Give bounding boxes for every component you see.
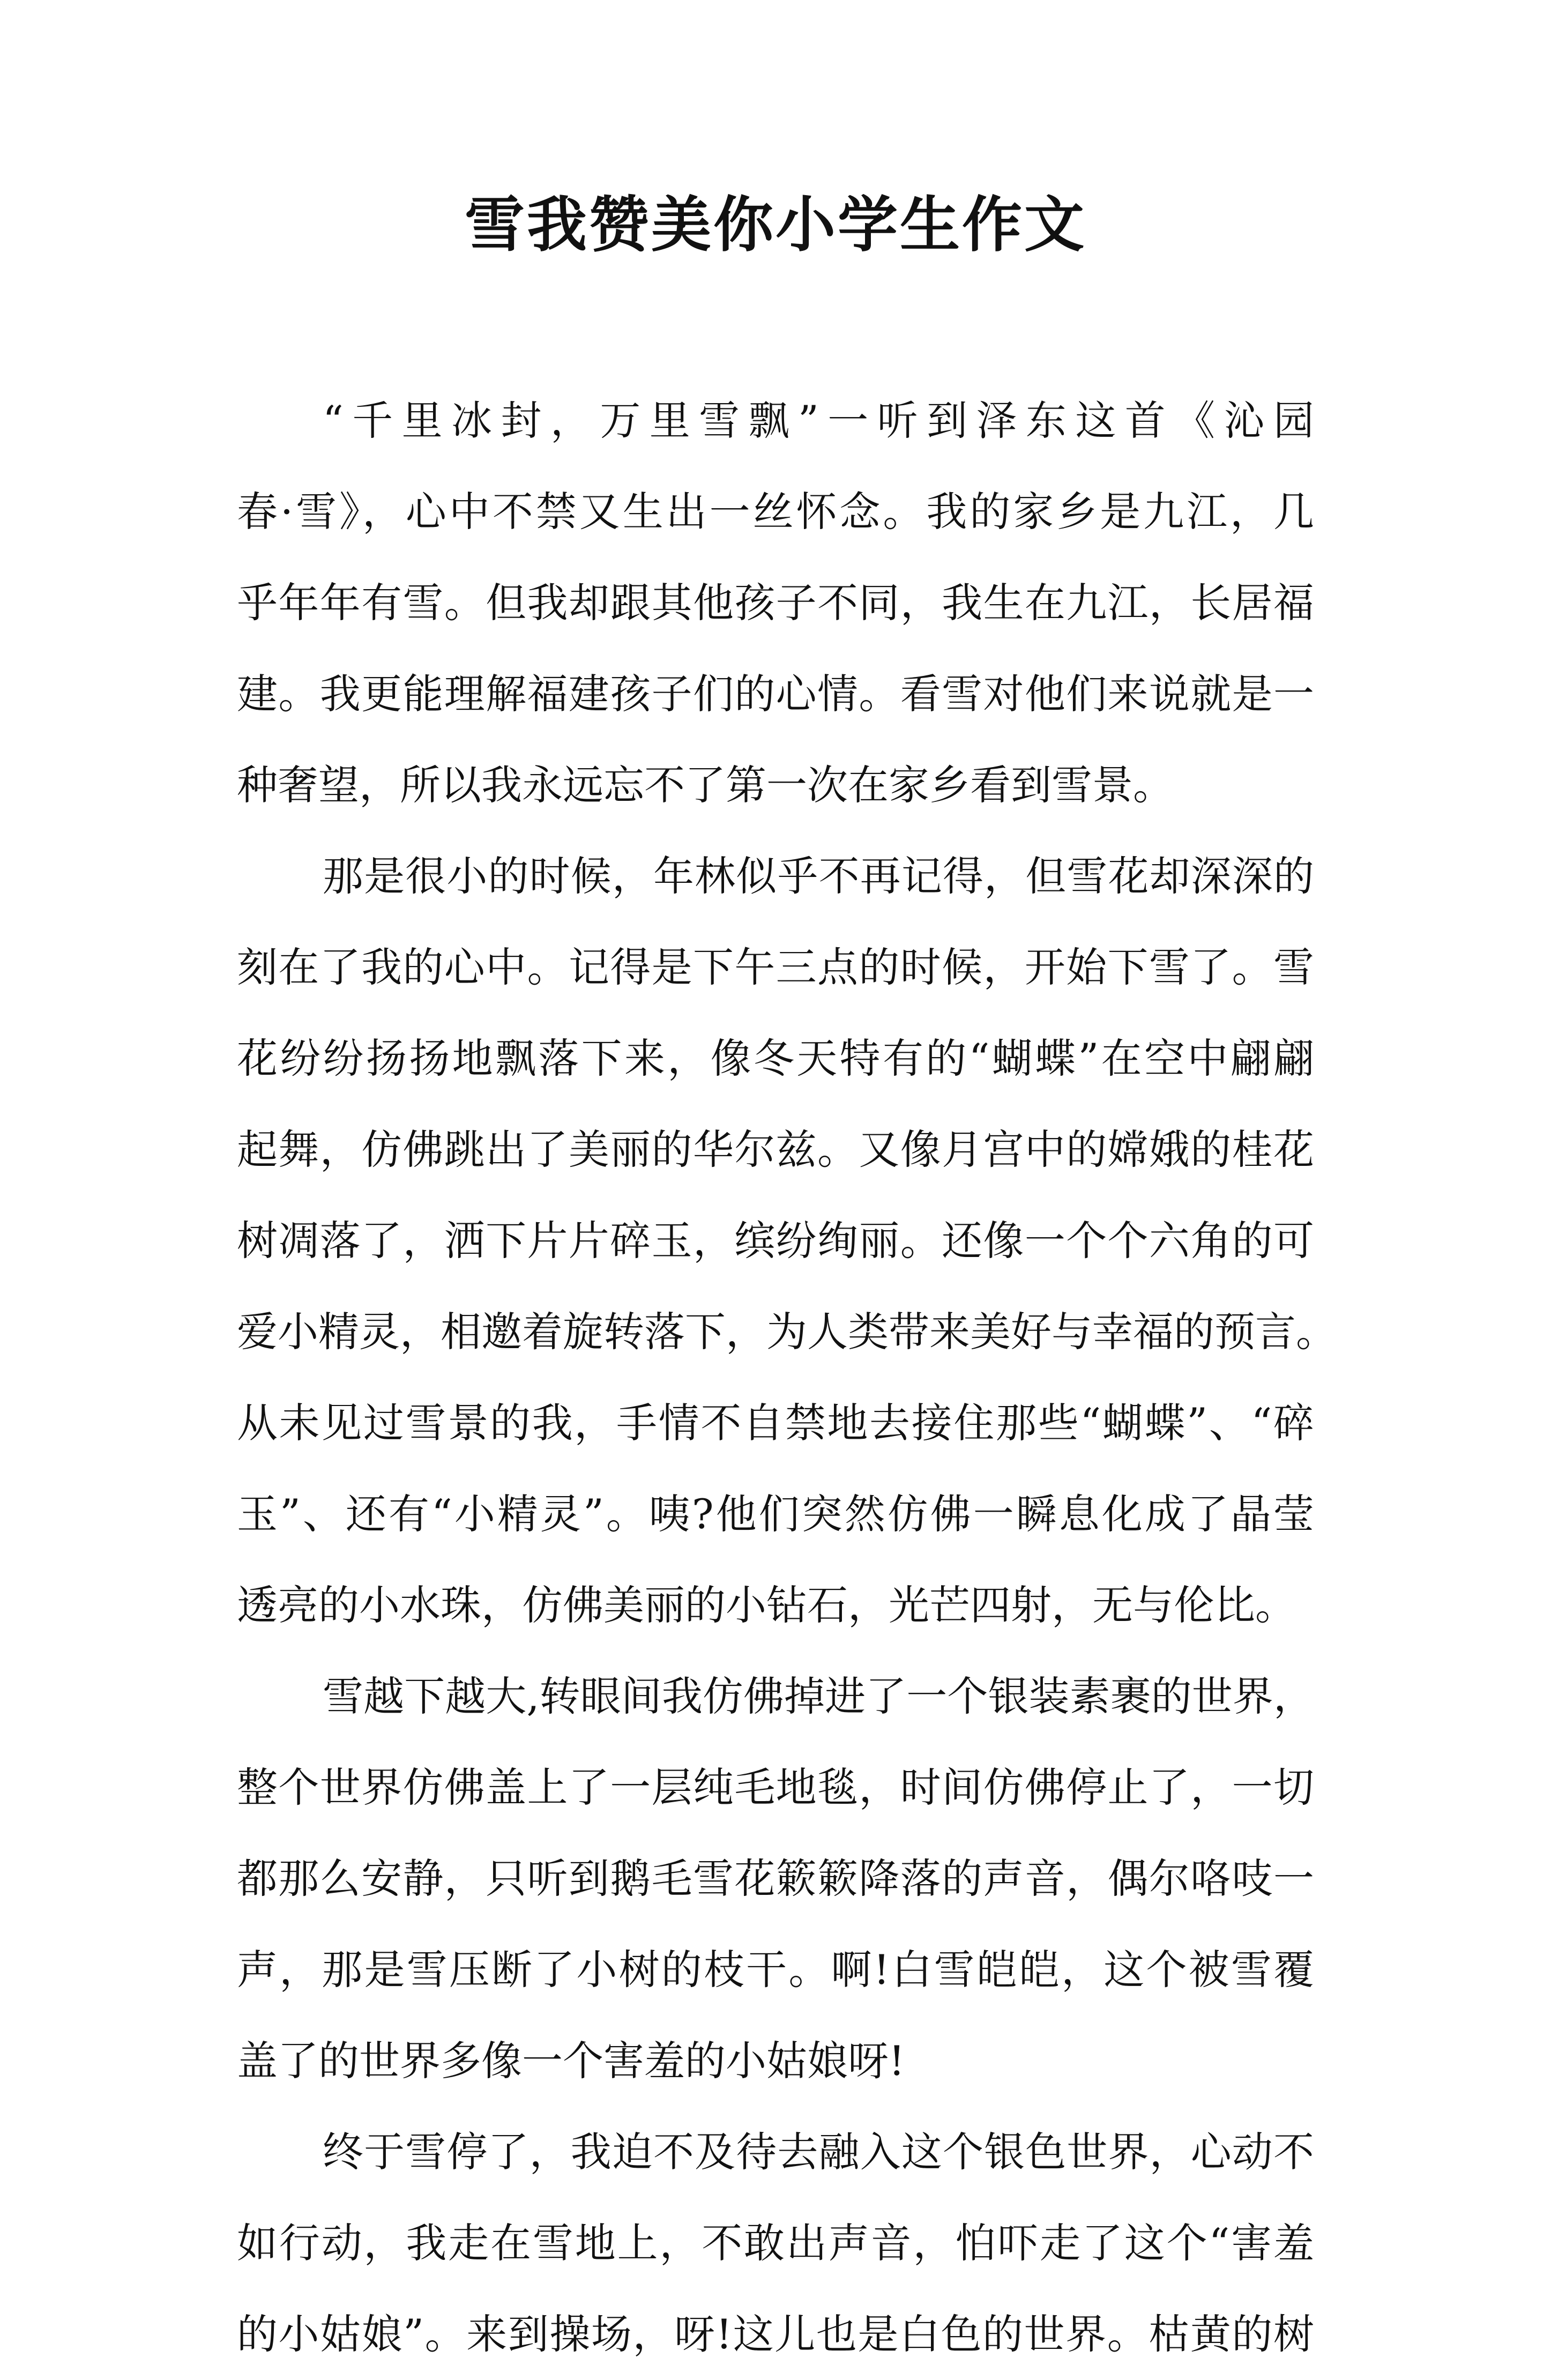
text-line: 那是很小的时候，年林似乎不再记得，但雪花却深深的: [323, 852, 1314, 900]
text-line: 花纷纷扬扬地飘落下来，像冬天特有的“蝴蝶”在空中翩翩: [237, 1035, 1314, 1082]
text-line: 声，那是雪压断了小树的枝干。啊!白雪皑皑，这个被雪覆: [237, 1946, 1314, 1994]
text-line: 玉”、还有“小精灵”。咦?他们突然仿佛一瞬息化成了晶莹: [237, 1490, 1314, 1538]
text-line: 都那么安静，只听到鹅毛雪花簌簌降落的声音，偶尔咯吱一: [237, 1855, 1314, 1902]
document-title: 雪我赞美你小学生作文: [465, 190, 1086, 260]
text-line: 从未见过雪景的我，手情不自禁地去接住那些“蝴蝶”、“碎: [237, 1399, 1314, 1447]
text-line: 盖了的世界多像一个害羞的小姑娘呀!: [237, 2037, 905, 2085]
text-line: “千里冰封，万里雪飘”一听到泽东这首《沁园: [323, 397, 1314, 444]
text-line: 树凋落了，洒下片片碎玉，缤纷绚丽。还像一个个六角的可: [237, 1217, 1314, 1265]
text-line: 刻在了我的心中。记得是下午三点的时候，开始下雪了。雪: [237, 943, 1314, 991]
text-line: 如行动，我走在雪地上，不敢出声音，怕吓走了这个“害羞: [237, 2219, 1314, 2267]
text-line: 爱小精灵，相邀着旋转落下，为人类带来美好与幸福的预言。: [237, 1308, 1337, 1356]
document-body: [237, 375, 1337, 2380]
text-line: 雪越下越大,转眼间我仿佛掉进了一个银装素裹的世界，: [323, 1672, 1314, 1720]
text-line: 起舞，仿佛跳出了美丽的华尔兹。又像月宫中的嫦娥的桂花: [237, 1126, 1314, 1173]
text-line: 整个世界仿佛盖上了一层纯毛地毯，时间仿佛停止了，一切: [237, 1764, 1314, 1811]
text-line: 乎年年有雪。但我却跟其他孩子不同，我生在九江，长居福: [237, 579, 1314, 627]
text-line: 种奢望，所以我永远忘不了第一次在家乡看到雪景。: [237, 761, 1174, 809]
text-line: 的小姑娘”。来到操场，呀!这儿也是白色的世界。枯黄的树: [237, 2310, 1314, 2358]
text-line: 建。我更能理解福建孩子们的心情。看雪对他们来说就是一: [237, 670, 1314, 718]
text-line: 透亮的小水珠，仿佛美丽的小钻石，光芒四射，无与伦比。: [237, 1581, 1296, 1629]
text-line: 春·雪》，心中不禁又生出一丝怀念。我的家乡是九江，几: [237, 488, 1314, 536]
text-line: 终于雪停了，我迫不及待去融入这个银色世界，心动不: [323, 2128, 1314, 2176]
